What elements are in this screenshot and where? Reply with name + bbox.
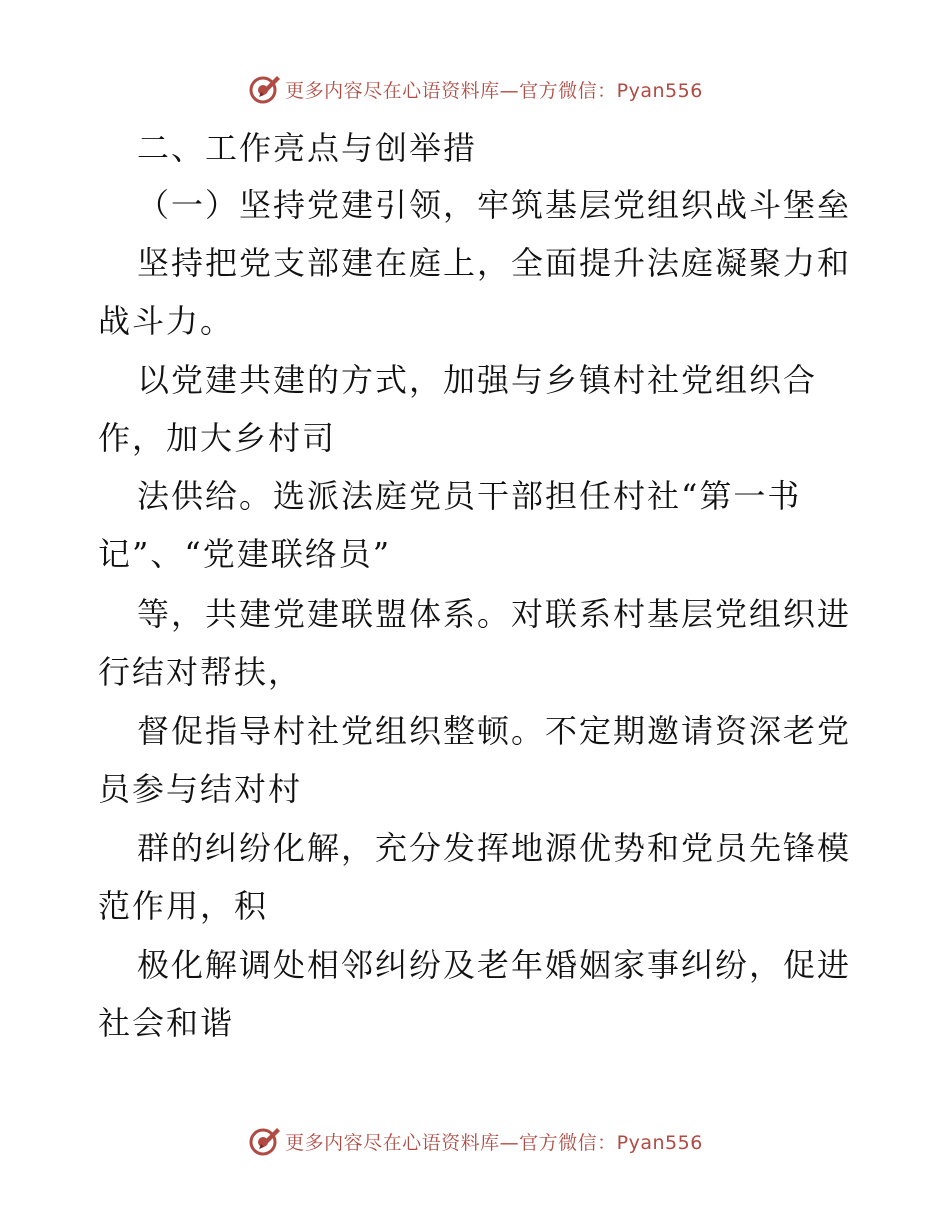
paragraph-line: 法供给。选派法庭党员干部担任村社“第一书 <box>137 477 802 515</box>
paragraph-line: 作，加大乡村司 <box>98 419 337 457</box>
watermark-text: 更多内容尽在心语资料库—官方微信：Pyan556 <box>285 79 703 102</box>
pen-logo-icon <box>247 1124 281 1158</box>
footer-watermark <box>0 1124 950 1158</box>
paragraph-line: 员参与结对村 <box>98 770 303 808</box>
paragraph-line: 督促指导村社党组织整顿。不定期邀请资深老党 <box>137 712 852 750</box>
paragraph-line: 等，共建党建联盟体系。对联系村基层党组织进 <box>137 595 852 633</box>
paragraph-line: 群的纠纷化解，充分发挥地源优势和党员先锋模 <box>137 829 852 867</box>
paragraph-line: 极化解调处相邻纠纷及老年婚姻家事纠纷，促进 <box>137 946 852 984</box>
paragraph-line: 以党建共建的方式，加强与乡镇村社党组织合 <box>137 361 818 399</box>
paragraph-line: 坚持把党支部建在庭上，全面提升法庭凝聚力和 <box>137 244 852 282</box>
paragraph-line: 战斗力。 <box>98 302 235 340</box>
paragraph-line: 社会和谐 <box>98 1004 235 1042</box>
watermark-text: 更多内容尽在心语资料库—官方微信：Pyan556 <box>285 1131 703 1154</box>
paragraph-line: 行结对帮扶， <box>98 653 303 691</box>
subsection-heading: （一）坚持党建引领，牢筑基层党组织战斗堡垒 <box>137 186 852 224</box>
paragraph-line: 范作用，积 <box>98 887 269 925</box>
section-heading: 二、工作亮点与创举措 <box>137 129 478 167</box>
paragraph-line: 记”、“党建联络员” <box>98 535 392 573</box>
